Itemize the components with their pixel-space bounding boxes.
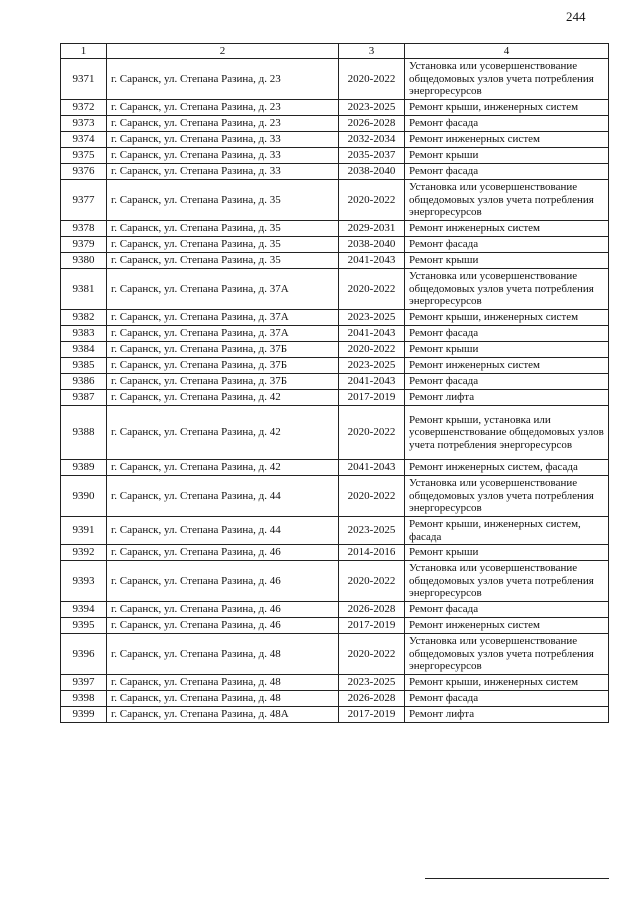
period-cell: 2020-2022 [339, 180, 405, 221]
row-number-cell: 9399 [61, 707, 107, 723]
row-number-cell: 9396 [61, 634, 107, 675]
row-number-cell: 9393 [61, 561, 107, 602]
row-number-cell: 9373 [61, 116, 107, 132]
period-cell: 2017-2019 [339, 618, 405, 634]
period-cell: 2020-2022 [339, 59, 405, 100]
period-cell: 2017-2019 [339, 390, 405, 406]
address-cell: г. Саранск, ул. Степана Разина, д. 35 [107, 253, 339, 269]
row-number-cell: 9383 [61, 326, 107, 342]
table-row [61, 116, 609, 132]
address-cell: г. Саранск, ул. Степана Разина, д. 46 [107, 602, 339, 618]
work-type-cell: Ремонт крыши, инженерных систем, фасада [405, 517, 609, 545]
address-cell: г. Саранск, ул. Степана Разина, д. 44 [107, 476, 339, 517]
address-cell: г. Саранск, ул. Степана Разина, д. 46 [107, 561, 339, 602]
row-number-cell: 9378 [61, 221, 107, 237]
address-cell: г. Саранск, ул. Степана Разина, д. 37Б [107, 342, 339, 358]
address-cell: г. Саранск, ул. Степана Разина, д. 33 [107, 148, 339, 164]
row-number-cell: 9377 [61, 180, 107, 221]
address-cell: г. Саранск, ул. Степана Разина, д. 42 [107, 406, 339, 460]
period-cell: 2041-2043 [339, 374, 405, 390]
table-row [61, 406, 609, 460]
address-cell: г. Саранск, ул. Степана Разина, д. 37А [107, 310, 339, 326]
table-row [61, 374, 609, 390]
address-cell: г. Саранск, ул. Степана Разина, д. 44 [107, 517, 339, 545]
table-row [61, 390, 609, 406]
address-cell: г. Саранск, ул. Степана Разина, д. 42 [107, 460, 339, 476]
address-cell: г. Саранск, ул. Степана Разина, д. 46 [107, 545, 339, 561]
work-type-cell: Установка или усовершенствование общедомовых узлов учета потребления энергоресурсов [405, 476, 609, 517]
footer-rule [425, 878, 609, 879]
table-row [61, 269, 609, 310]
address-cell: г. Саранск, ул. Степана Разина, д. 35 [107, 237, 339, 253]
period-cell: 2023-2025 [339, 310, 405, 326]
period-cell: 2026-2028 [339, 116, 405, 132]
table-row [61, 358, 609, 374]
period-cell: 2023-2025 [339, 100, 405, 116]
address-cell: г. Саранск, ул. Степана Разина, д. 46 [107, 618, 339, 634]
address-cell: г. Саранск, ул. Степана Разина, д. 35 [107, 180, 339, 221]
table-row [61, 326, 609, 342]
row-number-cell: 9391 [61, 517, 107, 545]
table-row [61, 342, 609, 358]
work-type-cell: Ремонт крыши [405, 148, 609, 164]
row-number-cell: 9398 [61, 691, 107, 707]
work-type-cell: Установка или усовершенствование общедомовых узлов учета потребления энергоресурсов [405, 180, 609, 221]
table-row [61, 545, 609, 561]
period-cell: 2023-2025 [339, 358, 405, 374]
work-type-cell: Ремонт крыши [405, 253, 609, 269]
work-type-cell: Ремонт крыши, инженерных систем [405, 310, 609, 326]
period-cell: 2026-2028 [339, 602, 405, 618]
table-row [61, 237, 609, 253]
work-type-cell: Установка или усовершенствование общедомовых узлов учета потребления энергоресурсов [405, 59, 609, 100]
work-type-cell: Ремонт крыши, инженерных систем [405, 100, 609, 116]
period-cell: 2041-2043 [339, 326, 405, 342]
table-row [61, 602, 609, 618]
period-cell: 2020-2022 [339, 476, 405, 517]
column-header-3: 3 [339, 44, 405, 59]
table-row [61, 460, 609, 476]
address-cell: г. Саранск, ул. Степана Разина, д. 35 [107, 221, 339, 237]
row-number-cell: 9386 [61, 374, 107, 390]
period-cell: 2020-2022 [339, 269, 405, 310]
column-header-1: 1 [61, 44, 107, 59]
address-cell: г. Саранск, ул. Степана Разина, д. 33 [107, 132, 339, 148]
work-type-cell: Ремонт инженерных систем, фасада [405, 460, 609, 476]
work-type-cell: Ремонт фасада [405, 116, 609, 132]
address-cell: г. Саранск, ул. Степана Разина, д. 37А [107, 269, 339, 310]
table-row [61, 675, 609, 691]
table-row [61, 148, 609, 164]
table-row [61, 517, 609, 545]
table-row [61, 221, 609, 237]
period-cell: 2017-2019 [339, 707, 405, 723]
table-row [61, 253, 609, 269]
work-type-cell: Ремонт крыши, инженерных систем [405, 675, 609, 691]
period-cell: 2029-2031 [339, 221, 405, 237]
work-type-cell: Ремонт лифта [405, 390, 609, 406]
period-cell: 2020-2022 [339, 561, 405, 602]
work-type-cell: Ремонт фасада [405, 164, 609, 180]
work-type-cell: Ремонт крыши [405, 545, 609, 561]
address-cell: г. Саранск, ул. Степана Разина, д. 48 [107, 634, 339, 675]
period-cell: 2026-2028 [339, 691, 405, 707]
period-cell: 2041-2043 [339, 460, 405, 476]
address-cell: г. Саранск, ул. Степана Разина, д. 37Б [107, 358, 339, 374]
work-type-cell: Ремонт крыши, установка или усовершенствование общедомовых узлов учета потребления энергоресурсов [405, 406, 609, 460]
work-type-cell: Ремонт инженерных систем [405, 132, 609, 148]
work-type-cell: Ремонт крыши [405, 342, 609, 358]
work-type-cell: Ремонт лифта [405, 707, 609, 723]
work-type-cell: Установка или усовершенствование общедомовых узлов учета потребления энергоресурсов [405, 634, 609, 675]
row-number-cell: 9385 [61, 358, 107, 374]
address-cell: г. Саранск, ул. Степана Разина, д. 23 [107, 116, 339, 132]
address-cell: г. Саранск, ул. Степана Разина, д. 33 [107, 164, 339, 180]
row-number-cell: 9380 [61, 253, 107, 269]
table-row [61, 691, 609, 707]
period-cell: 2041-2043 [339, 253, 405, 269]
period-cell: 2020-2022 [339, 406, 405, 460]
address-cell: г. Саранск, ул. Степана Разина, д. 23 [107, 59, 339, 100]
table-row [61, 634, 609, 675]
period-cell: 2023-2025 [339, 675, 405, 691]
table-row [61, 180, 609, 221]
row-number-cell: 9388 [61, 406, 107, 460]
work-type-cell: Ремонт инженерных систем [405, 358, 609, 374]
row-number-cell: 9397 [61, 675, 107, 691]
row-number-cell: 9392 [61, 545, 107, 561]
work-type-cell: Ремонт инженерных систем [405, 221, 609, 237]
row-number-cell: 9384 [61, 342, 107, 358]
repair-schedule-table [60, 43, 609, 723]
row-number-cell: 9382 [61, 310, 107, 326]
row-number-cell: 9376 [61, 164, 107, 180]
address-cell: г. Саранск, ул. Степана Разина, д. 42 [107, 390, 339, 406]
row-number-cell: 9372 [61, 100, 107, 116]
work-type-cell: Ремонт фасада [405, 602, 609, 618]
table-header [61, 44, 609, 59]
period-cell: 2020-2022 [339, 634, 405, 675]
table-row [61, 164, 609, 180]
table-row [61, 100, 609, 116]
period-cell: 2032-2034 [339, 132, 405, 148]
address-cell: г. Саранск, ул. Степана Разина, д. 48А [107, 707, 339, 723]
row-number-cell: 9379 [61, 237, 107, 253]
row-number-cell: 9381 [61, 269, 107, 310]
row-number-cell: 9387 [61, 390, 107, 406]
work-type-cell: Установка или усовершенствование общедомовых узлов учета потребления энергоресурсов [405, 561, 609, 602]
row-number-cell: 9374 [61, 132, 107, 148]
period-cell: 2023-2025 [339, 517, 405, 545]
table-row [61, 618, 609, 634]
period-cell: 2038-2040 [339, 164, 405, 180]
work-type-cell: Ремонт фасада [405, 326, 609, 342]
address-cell: г. Саранск, ул. Степана Разина, д. 37Б [107, 374, 339, 390]
page-number: 244 [566, 9, 586, 24]
row-number-cell: 9394 [61, 602, 107, 618]
table-row [61, 59, 609, 100]
table-body [61, 59, 609, 723]
address-cell: г. Саранск, ул. Степана Разина, д. 37А [107, 326, 339, 342]
period-cell: 2038-2040 [339, 237, 405, 253]
row-number-cell: 9389 [61, 460, 107, 476]
row-number-cell: 9395 [61, 618, 107, 634]
table-row [61, 310, 609, 326]
table-row [61, 132, 609, 148]
row-number-cell: 9371 [61, 59, 107, 100]
work-type-cell: Ремонт фасада [405, 691, 609, 707]
address-cell: г. Саранск, ул. Степана Разина, д. 23 [107, 100, 339, 116]
address-cell: г. Саранск, ул. Степана Разина, д. 48 [107, 675, 339, 691]
table-row [61, 476, 609, 517]
period-cell: 2014-2016 [339, 545, 405, 561]
row-number-cell: 9390 [61, 476, 107, 517]
period-cell: 2035-2037 [339, 148, 405, 164]
table-row [61, 707, 609, 723]
work-type-cell: Ремонт фасада [405, 374, 609, 390]
column-header-4: 4 [405, 44, 609, 59]
address-cell: г. Саранск, ул. Степана Разина, д. 48 [107, 691, 339, 707]
table-row [61, 561, 609, 602]
column-header-2: 2 [107, 44, 339, 59]
row-number-cell: 9375 [61, 148, 107, 164]
period-cell: 2020-2022 [339, 342, 405, 358]
work-type-cell: Ремонт фасада [405, 237, 609, 253]
work-type-cell: Установка или усовершенствование общедомовых узлов учета потребления энергоресурсов [405, 269, 609, 310]
work-type-cell: Ремонт инженерных систем [405, 618, 609, 634]
